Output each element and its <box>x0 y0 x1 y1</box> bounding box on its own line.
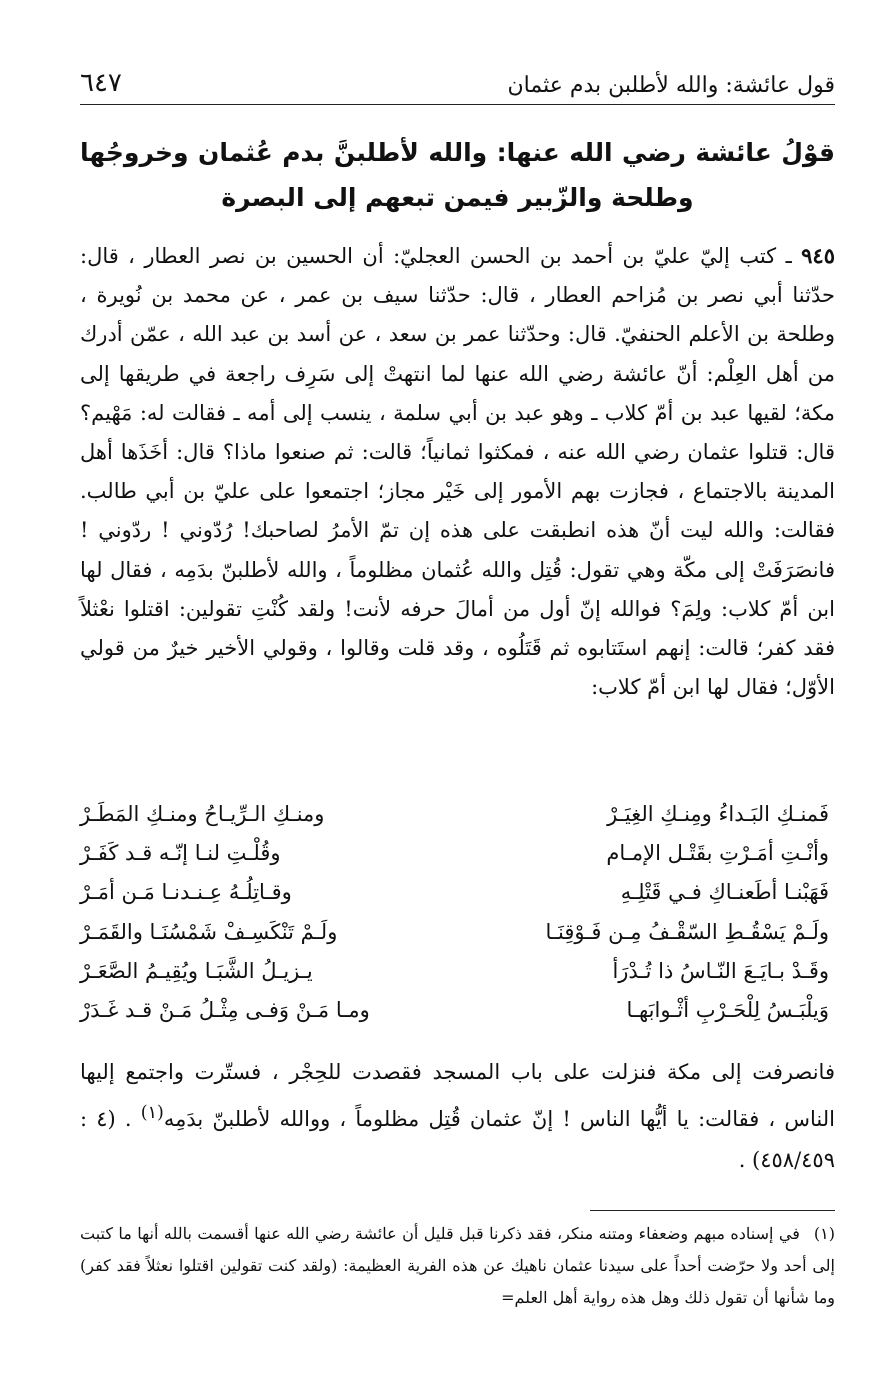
footnote-marker: (١) <box>813 1224 836 1243</box>
verse-first-hemistich: وأنْـتِ أمَـرْتِ بقَتْـل الإمـام <box>606 841 829 866</box>
verse-second-hemistich: ومـا مَـنْ وَفـى مِثْـلُ مَـنْ قـد غَـدَرْ <box>80 998 370 1023</box>
footnote-text: في إسناده مبهم وضعفاء ومتنه منكر، فقد ذكرنا قبل قليل أن عائشة رضي الله عنها أقسمت بالله أنها ما كتبت إلى أحد ولا حرّضت أحداً على سيدنا عثمان ناهيك عن هذه الفرية العظيمة: (ولقد كنت تقولين اقتلوا نعثلاً فقد كفر) وما شأنها أن تقول ذلك وهل هذه رواية أهل العلم= <box>80 1224 835 1307</box>
footnote-reference[interactable]: (١) <box>140 1103 164 1123</box>
closing-text: فانصرفت إلى مكة فنزلت على باب المسجد فقصدت للحِجْر ، فستّرت واجتمع إليها الناس ، فقالت: يا أيُّها الناس ! إنّ عثمان قُتِل مظلوماً ، ووالله لأطلبنّ بدَمِه <box>80 1060 835 1131</box>
book-page <box>80 60 835 1350</box>
verse-first-hemistich: فَهَبْنـا أطَعنـاكِ فـي قَتْلِـهِ <box>620 880 829 905</box>
running-title: قول عائشة: والله لأطلبن بدم عثمان <box>507 73 835 98</box>
verse-first-hemistich: فَمنـكِ البَـداءُ ومِنـكِ الغِيَـرْ <box>607 802 829 826</box>
verse-second-hemistich: يـزيـلُ الشَّبَـا ويُقِيـمُ الصَّعَـرْ <box>80 958 313 983</box>
page-number: ٦٤٧ <box>80 68 122 98</box>
verse-second-hemistich: ولَـمْ تَنْكَسِـفْ شَمْسُنَـا والقَمَـرْ <box>80 919 338 944</box>
verse-first-hemistich: وقَـدْ بـايَـعَ النّـاسُ ذا تُـدْرَأ <box>612 958 829 983</box>
verse-first-hemistich: وَيلْبَـسُ لِلْحَـرْبِ أثْـوابَهـا <box>626 998 829 1023</box>
verse-second-hemistich: وقـاتِلُـهُ عِـنـدنـا مَـن أمَـرْ <box>80 880 292 905</box>
header-rule <box>80 104 835 105</box>
footnote-rule <box>590 1210 835 1211</box>
closing-paragraph <box>80 1052 835 1181</box>
footnote <box>80 1218 835 1314</box>
citation: . (٤ : ٤٥٨/٤٥٩) . <box>80 1107 835 1172</box>
verse-first-hemistich: ولَـمْ يَسْقُـطِ السّقْـفُ مِـن فَـوْقِنَـا <box>545 919 829 944</box>
page-header <box>80 60 835 98</box>
chapter-title: قوْلُ عائشة رضي الله عنها: والله لأطلبنَّ بدم عُثمان وخروجُها وطلحة والزّبير فيمن تبعهم إلى البصرة <box>80 138 835 212</box>
narration-paragraph <box>80 236 835 707</box>
verse-second-hemistich: ومنـكِ الـرِّيـاحُ ومنـكِ المَطَـرْ <box>80 802 325 826</box>
verse-second-hemistich: وقُلْـتِ لنـا إنّـه قـد كَفَـرْ <box>80 841 281 866</box>
narration-text: ـ كتب إليّ عليّ بن أحمد بن الحسن العجليّ: أن الحسين بن نصر العطار ، قال: حدّثنا أبي نصر بن مُزاحم العطار ، قال: حدّثنا سيف بن عمر ، عن محمد بن نُويرة ، وطلحة بن الأعلم الحنفيّ. قال: وحدّثنا عمر بن سعد ، عن أسد بن عبد الله ، عمّن أدرك من أهل العِلْم: أنّ عائشة رضي الله عنها لما انتهتْ إلى سَرِف راجعة في طريقها إلى مكة؛ لقيها عبد بن أمّ كلاب ـ وهو عبد بن أبي سلمة ، ينسب إلى أمه ـ فقالت له: مَهْيم؟ قال: قتلوا عثمان رضي الله عنه ، فمكثوا ثمانياً؛ قالت: ثم صنعوا ماذا؟ قال: أخَذَها أهل المدينة بالاجتماع ، فجازت بهم الأمور إلى خَيْر مجاز؛ اجتمعوا على عليّ بن أبي طالب. فقالت: والله ليت أنّ هذه انطبقت على هذه إن تمّ الأمرُ لصاحبك! رُدّوني ! ردّوني ! فانصَرَفَتْ إلى مكّة وهي تقول: قُتِل والله عُثمان مظلوماً ، والله لأطلبنّ بدَمِه ، فقال لها ابن أمّ كلاب: ولِمَ؟ فوالله إنّ أول من أمالَ حرفه لأنت! ولقد كُنْتِ تقولين: اقتلوا نعْثلاً فقد كفر؛ قالت: إنهم استَتابوه ثم قَتَلُوه ، وقد قلت وقالوا ، وقولي الأخير خيرٌ من قولي الأوّل؛ فقال لها ابن أمّ كلاب: <box>80 244 835 700</box>
poem <box>80 795 835 1030</box>
narration-number: ٩٤٥ <box>801 243 835 268</box>
